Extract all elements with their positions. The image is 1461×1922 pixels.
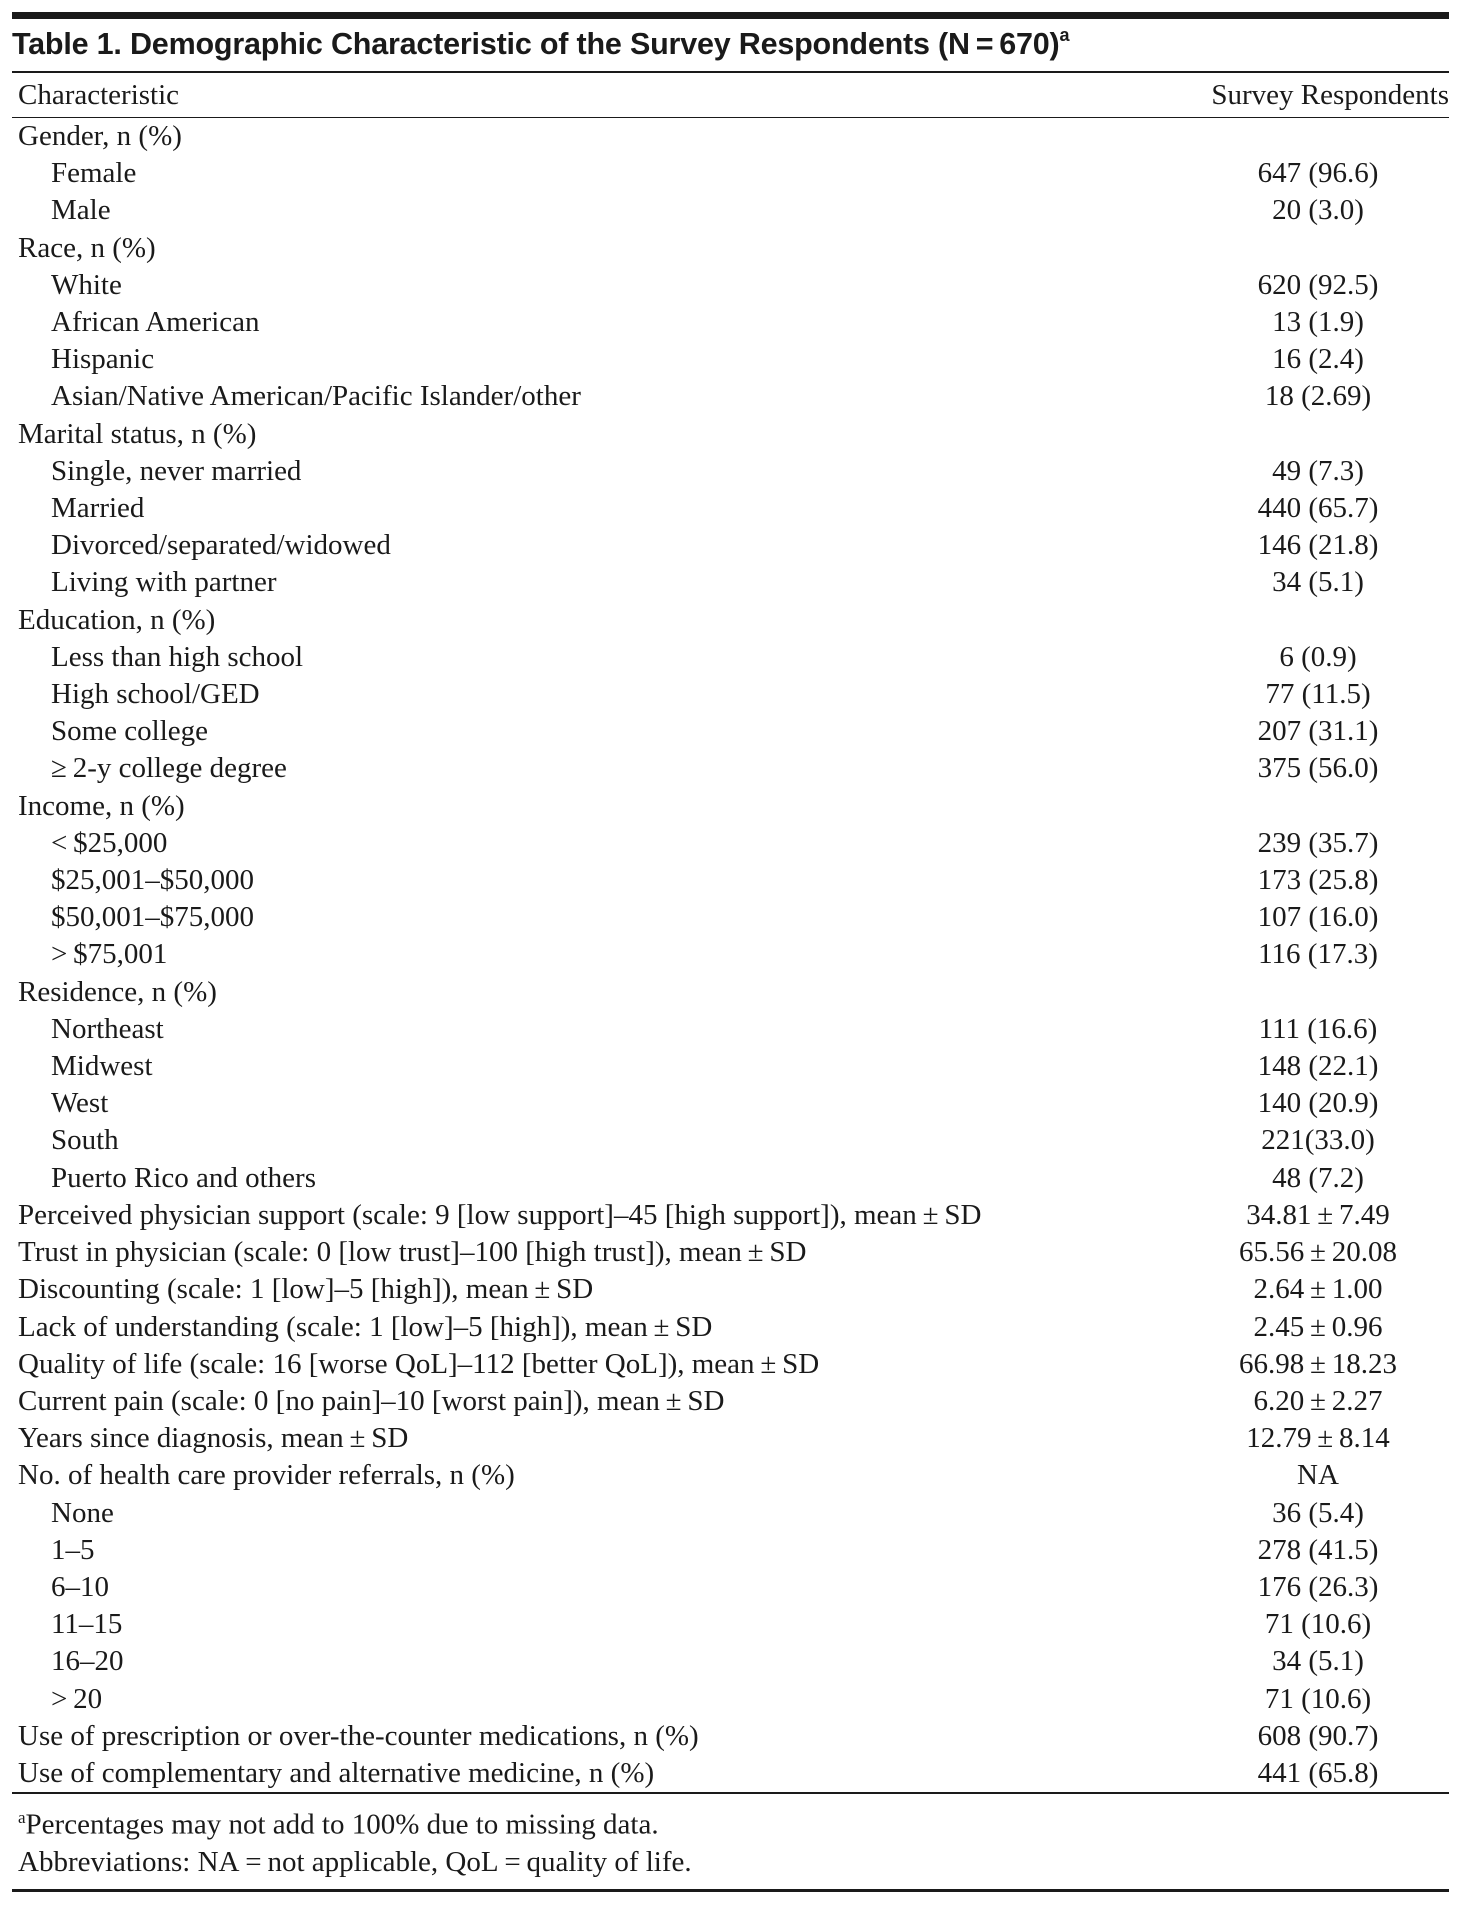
table-title-footnote-mark: a xyxy=(1059,25,1070,46)
row-value xyxy=(1167,230,1449,267)
row-label: Living with partner xyxy=(51,566,277,599)
row-label: White xyxy=(51,268,122,301)
row-label: Female xyxy=(51,157,137,190)
row-label: Some college xyxy=(51,715,209,748)
row-value: 146 (21.8) xyxy=(1257,529,1379,562)
table-row xyxy=(12,267,1449,304)
row-value: NA xyxy=(1297,1459,1339,1492)
row-value: 49 (7.3) xyxy=(1272,454,1364,487)
table-row xyxy=(12,1681,1449,1718)
table-row xyxy=(12,788,1449,825)
row-value: 16 (2.4) xyxy=(1272,343,1364,376)
row-label: Less than high school xyxy=(51,640,304,673)
table-title-text: Table 1. Demographic Characteristic of the Survey Respondents (N = 670) xyxy=(12,27,1060,62)
row-value: 140 (20.9) xyxy=(1257,1087,1379,1120)
row-label: 11–15 xyxy=(51,1608,123,1641)
table-row xyxy=(12,1383,1449,1420)
table-row xyxy=(12,564,1449,601)
table-row xyxy=(12,1495,1449,1532)
footnote-a-mark: a xyxy=(18,1808,26,1828)
row-value: 6.20 ± 2.27 xyxy=(1253,1384,1383,1417)
row-label: > 20 xyxy=(51,1682,103,1715)
row-label: Male xyxy=(51,194,111,227)
row-label: Asian/Native American/Pacific Islander/other xyxy=(51,380,581,413)
row-value: 2.45 ± 0.96 xyxy=(1253,1310,1383,1343)
table-row xyxy=(12,639,1449,676)
row-value: 647 (96.6) xyxy=(1257,157,1379,190)
table-row xyxy=(12,1271,1449,1308)
table-row xyxy=(12,936,1449,973)
row-label: $50,001–$75,000 xyxy=(51,901,254,934)
row-label: Divorced/separated/widowed xyxy=(51,529,391,562)
table-row xyxy=(12,1048,1449,1085)
table-row xyxy=(12,1532,1449,1569)
row-label: Married xyxy=(51,492,145,525)
row-value: 116 (17.3) xyxy=(1258,938,1378,971)
table-row xyxy=(12,1755,1449,1792)
row-value: 239 (35.7) xyxy=(1257,826,1379,859)
table-row xyxy=(12,1718,1449,1755)
footnote-a xyxy=(12,1799,1449,1844)
table-row xyxy=(12,1011,1449,1048)
row-value xyxy=(1167,788,1449,825)
table-row xyxy=(12,1420,1449,1457)
table-row xyxy=(12,192,1449,229)
row-label: > $75,001 xyxy=(51,938,168,971)
table-row xyxy=(12,416,1449,453)
table-row xyxy=(12,378,1449,415)
row-value: 13 (1.9) xyxy=(1272,306,1364,339)
row-label: Quality of life (scale: 16 [worse QoL]–112 [better QoL]), mean ± SD xyxy=(18,1347,820,1380)
table-row xyxy=(12,974,1449,1011)
row-label: No. of health care provider referrals, n (%) xyxy=(18,1459,515,1492)
column-header-characteristic: Characteristic xyxy=(12,73,1167,118)
row-label: Midwest xyxy=(51,1050,153,1083)
table-row xyxy=(12,1197,1449,1234)
row-value: 71 (10.6) xyxy=(1264,1682,1372,1715)
table-row xyxy=(12,862,1449,899)
row-value xyxy=(1167,118,1449,156)
row-value: 34.81 ± 7.49 xyxy=(1246,1198,1390,1231)
table-row xyxy=(12,1122,1449,1159)
row-value: 2.64 ± 1.00 xyxy=(1253,1273,1383,1306)
row-label: Single, never married xyxy=(51,454,302,487)
row-label: Use of complementary and alternative medicine, n (%) xyxy=(18,1756,655,1789)
row-label: 16–20 xyxy=(51,1645,124,1678)
row-label: Marital status, n (%) xyxy=(18,417,257,450)
row-label: Puerto Rico and others xyxy=(51,1161,316,1194)
table-row xyxy=(12,341,1449,378)
top-rule xyxy=(12,12,1449,19)
row-label: Race, n (%) xyxy=(18,231,156,264)
row-value xyxy=(1167,416,1449,453)
table-row xyxy=(12,899,1449,936)
table-row xyxy=(12,1643,1449,1680)
row-label: 1–5 xyxy=(51,1533,95,1566)
table-row xyxy=(12,230,1449,267)
row-value: 12.79 ± 8.14 xyxy=(1246,1422,1390,1455)
row-value: 440 (65.7) xyxy=(1257,492,1379,525)
row-value xyxy=(1167,974,1449,1011)
row-value: 6 (0.9) xyxy=(1279,640,1357,673)
row-value: 278 (41.5) xyxy=(1257,1533,1379,1566)
row-label: West xyxy=(51,1087,109,1120)
table-row xyxy=(12,527,1449,564)
footnote-abbreviations: Abbreviations: NA = not applicable, QoL = quality of life. xyxy=(18,1845,692,1878)
table-row xyxy=(12,713,1449,750)
row-value: 18 (2.69) xyxy=(1264,380,1372,413)
row-value: 375 (56.0) xyxy=(1257,752,1379,785)
row-value: 173 (25.8) xyxy=(1257,864,1379,897)
table-row xyxy=(12,825,1449,862)
row-value: 20 (3.0) xyxy=(1272,194,1364,227)
table-title-wrap xyxy=(12,19,1449,71)
table-row xyxy=(12,602,1449,639)
table-row xyxy=(12,304,1449,341)
row-value: 207 (31.1) xyxy=(1257,715,1379,748)
table-row xyxy=(12,676,1449,713)
column-header-respondents: Survey Respondents xyxy=(1167,73,1449,118)
row-label: South xyxy=(51,1124,119,1157)
table-row xyxy=(12,1606,1449,1643)
row-label: Discounting (scale: 1 [low]–5 [high]), mean ± SD xyxy=(18,1273,594,1306)
row-label: Residence, n (%) xyxy=(18,975,217,1008)
table-row xyxy=(12,750,1449,787)
bottom-rule xyxy=(12,1889,1449,1892)
row-value xyxy=(1167,602,1449,639)
row-label: Years since diagnosis, mean ± SD xyxy=(18,1422,409,1455)
row-label: Gender, n (%) xyxy=(18,120,182,152)
row-value: 221(33.0) xyxy=(1261,1124,1375,1157)
row-label: Lack of understanding (scale: 1 [low]–5 [high]), mean ± SD xyxy=(18,1310,713,1343)
footnote-a-text: Percentages may not add to 100% due to missing data. xyxy=(25,1808,659,1841)
table-figure xyxy=(12,12,1449,1892)
row-label: Northeast xyxy=(51,1012,164,1045)
table-row xyxy=(12,118,1449,156)
row-label: Education, n (%) xyxy=(18,603,216,636)
row-value: 77 (11.5) xyxy=(1265,678,1371,711)
row-label: Perceived physician support (scale: 9 [low support]–45 [high support]), mean ± SD xyxy=(18,1198,982,1231)
table-row xyxy=(12,490,1449,527)
row-value: 34 (5.1) xyxy=(1272,566,1364,599)
row-label: $25,001–$50,000 xyxy=(51,864,254,897)
row-value: 34 (5.1) xyxy=(1272,1645,1364,1678)
row-value: 441 (65.8) xyxy=(1257,1756,1379,1789)
table-title xyxy=(12,27,1069,62)
row-label: Hispanic xyxy=(51,343,155,376)
row-value: 66.98 ± 18.23 xyxy=(1238,1347,1398,1380)
row-value: 36 (5.4) xyxy=(1272,1496,1364,1529)
row-value: 107 (16.0) xyxy=(1257,901,1379,934)
row-label: None xyxy=(51,1496,114,1529)
table-body xyxy=(12,118,1449,1793)
row-value: 48 (7.2) xyxy=(1272,1161,1364,1194)
table-row xyxy=(12,155,1449,192)
row-value: 111 (16.6) xyxy=(1258,1012,1378,1045)
table-row xyxy=(12,1569,1449,1606)
footnotes xyxy=(12,1794,1449,1889)
row-value: 65.56 ± 20.08 xyxy=(1238,1236,1398,1269)
row-value: 71 (10.6) xyxy=(1264,1608,1372,1641)
table-row xyxy=(12,453,1449,490)
row-label: Income, n (%) xyxy=(18,789,185,822)
table-row xyxy=(12,1457,1449,1494)
row-label: 6–10 xyxy=(51,1570,109,1603)
row-value: 608 (90.7) xyxy=(1257,1719,1379,1752)
row-label: Trust in physician (scale: 0 [low trust]–100 [high trust]), mean ± SD xyxy=(18,1236,807,1269)
data-table xyxy=(12,73,1449,1792)
row-label: Use of prescription or over-the-counter medications, n (%) xyxy=(18,1719,699,1752)
table-header-row xyxy=(12,73,1449,118)
row-label: Current pain (scale: 0 [no pain]–10 [worst pain]), mean ± SD xyxy=(18,1384,725,1417)
table-row xyxy=(12,1234,1449,1271)
row-value: 176 (26.3) xyxy=(1257,1570,1379,1603)
row-value: 148 (22.1) xyxy=(1257,1050,1379,1083)
table-row xyxy=(12,1160,1449,1197)
row-label: ≥ 2-y college degree xyxy=(51,752,287,785)
table-row xyxy=(12,1309,1449,1346)
table-row xyxy=(12,1346,1449,1383)
row-label: < $25,000 xyxy=(51,826,168,859)
table-row xyxy=(12,1085,1449,1122)
row-value: 620 (92.5) xyxy=(1257,268,1379,301)
row-label: High school/GED xyxy=(51,678,260,711)
row-label: African American xyxy=(51,306,260,339)
